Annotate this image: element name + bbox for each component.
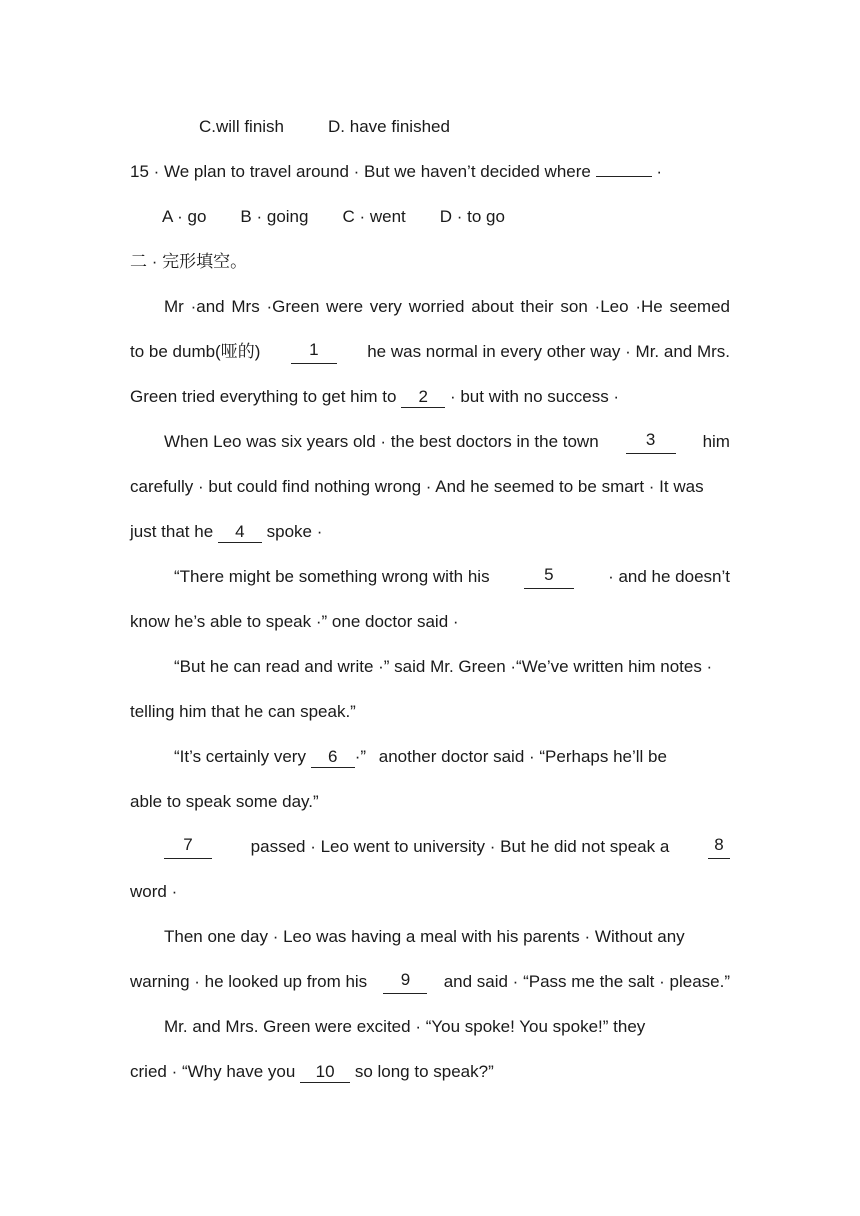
passage-line-10: telling him that he can speak.” bbox=[130, 702, 356, 721]
passage-line-12: able to speak some day.” bbox=[130, 792, 319, 811]
blank-7[interactable]: 7 bbox=[164, 835, 212, 859]
blank-3[interactable]: 3 bbox=[626, 430, 676, 454]
blank-6[interactable]: 6 bbox=[311, 747, 355, 768]
answer-blank[interactable] bbox=[596, 176, 652, 177]
blank-10[interactable]: 10 bbox=[300, 1062, 350, 1083]
passage-line-18: cried · “Why have you 10 so long to speak?” bbox=[130, 1062, 494, 1081]
q15-option-d: D · to go bbox=[439, 207, 505, 226]
passage-line-4: When Leo was six years old · the best doctors in the town 3 him bbox=[164, 430, 730, 454]
q14-option-d: D. have finished bbox=[328, 117, 450, 136]
blank-8[interactable]: 8 bbox=[708, 835, 730, 859]
passage-line-11: “It’s certainly very 6 ·” another doctor said · “Perhaps he’ll be bbox=[174, 747, 667, 766]
q14-options bbox=[199, 115, 499, 139]
blank-1[interactable]: 1 bbox=[291, 340, 337, 364]
passage-line-14: word · bbox=[130, 882, 178, 901]
passage-line-8: know he’s able to speak ·” one doctor said · bbox=[130, 612, 459, 631]
passage-line-15: Then one day · Leo was having a meal with his parents · Without any bbox=[164, 927, 685, 946]
passage-line-1: Mr ·and Mrs ·Green were very worried about their son ·Leo ·He seemed bbox=[164, 297, 730, 316]
blank-4[interactable]: 4 bbox=[218, 522, 262, 543]
section-heading: 二 · 完形填空。 bbox=[130, 252, 248, 271]
passage-line-6: just that he 4 spoke · bbox=[130, 522, 323, 541]
passage-line-13: 7 passed · Leo went to university · But he did not speak a 8 bbox=[164, 835, 730, 859]
blank-2[interactable]: 2 bbox=[401, 387, 445, 408]
passage-line-2: to be dumb(哑的) 1 he was normal in every other way · Mr. and Mrs. bbox=[130, 340, 730, 364]
passage-line-17: Mr. and Mrs. Green were excited · “You spoke! You spoke!” they bbox=[164, 1017, 646, 1036]
q14-option-c: C.will finish bbox=[199, 117, 285, 136]
passage-line-9: “But he can read and write ·” said Mr. Green ·“We’ve written him notes · bbox=[174, 657, 713, 676]
blank-9[interactable]: 9 bbox=[383, 970, 427, 994]
passage-line-16: warning · he looked up from his 9 and said · “Pass me the salt · please.” bbox=[130, 970, 730, 994]
q15-option-c: C · went bbox=[342, 207, 406, 226]
q15-stem: 15 · We plan to travel around · But we haven’t decided where · bbox=[130, 162, 662, 181]
q15-options bbox=[162, 205, 562, 229]
passage-line-5: carefully · but could find nothing wrong · And he seemed to be smart · It was bbox=[130, 477, 704, 496]
q15-option-b: B · going bbox=[240, 207, 309, 226]
blank-5[interactable]: 5 bbox=[524, 565, 574, 589]
passage-line-3: Green tried everything to get him to 2 · but with no success · bbox=[130, 387, 620, 406]
passage-line-7: “There might be something wrong with his 5 · and he doesn’t bbox=[174, 565, 730, 589]
q15-option-a: A · go bbox=[162, 207, 207, 226]
